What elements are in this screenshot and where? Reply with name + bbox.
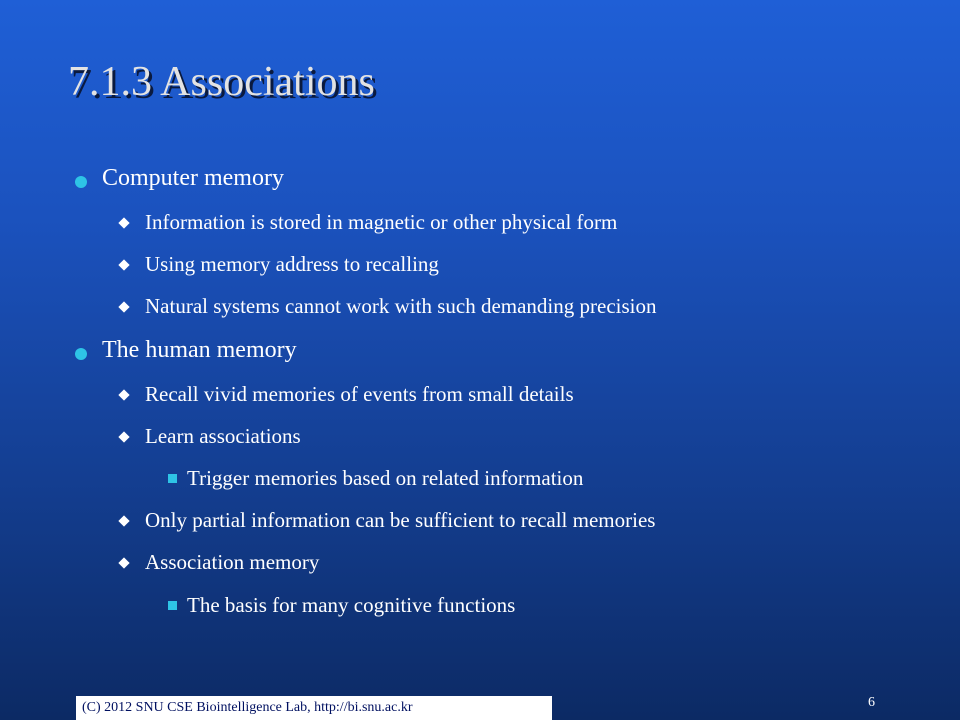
round-bullet-icon <box>75 176 87 188</box>
bullet-level2: Information is stored in magnetic or other physical form <box>145 210 618 234</box>
diamond-bullet-icon <box>118 431 129 442</box>
bullet-level2: Only partial information can be sufficient to recall memories <box>145 508 656 532</box>
bullet-level1: The human memory <box>102 337 297 363</box>
bullet-level1: Computer memory <box>102 165 284 191</box>
square-bullet-icon <box>168 601 177 610</box>
diamond-bullet-icon <box>118 515 129 526</box>
diamond-bullet-icon <box>118 301 129 312</box>
bullet-level2: Using memory address to recalling <box>145 252 439 276</box>
round-bullet-icon <box>75 348 87 360</box>
page-number: 6 <box>868 695 875 710</box>
bullet-level3: The basis for many cognitive functions <box>187 593 516 617</box>
bullet-level2: Natural systems cannot work with such demanding precision <box>145 294 657 318</box>
slide-title: 7.1.3 Associations <box>68 59 375 105</box>
bullet-level3: Trigger memories based on related information <box>187 466 584 490</box>
footer-credit: (C) 2012 SNU CSE Biointelligence Lab, http://bi.snu.ac.kr <box>76 696 552 720</box>
diamond-bullet-icon <box>118 389 129 400</box>
bullet-level2: Association memory <box>145 550 320 574</box>
diamond-bullet-icon <box>118 217 129 228</box>
diamond-bullet-icon <box>118 557 129 568</box>
bullet-level2: Recall vivid memories of events from small details <box>145 382 574 406</box>
bullet-level2: Learn associations <box>145 424 301 448</box>
square-bullet-icon <box>168 474 177 483</box>
diamond-bullet-icon <box>118 259 129 270</box>
